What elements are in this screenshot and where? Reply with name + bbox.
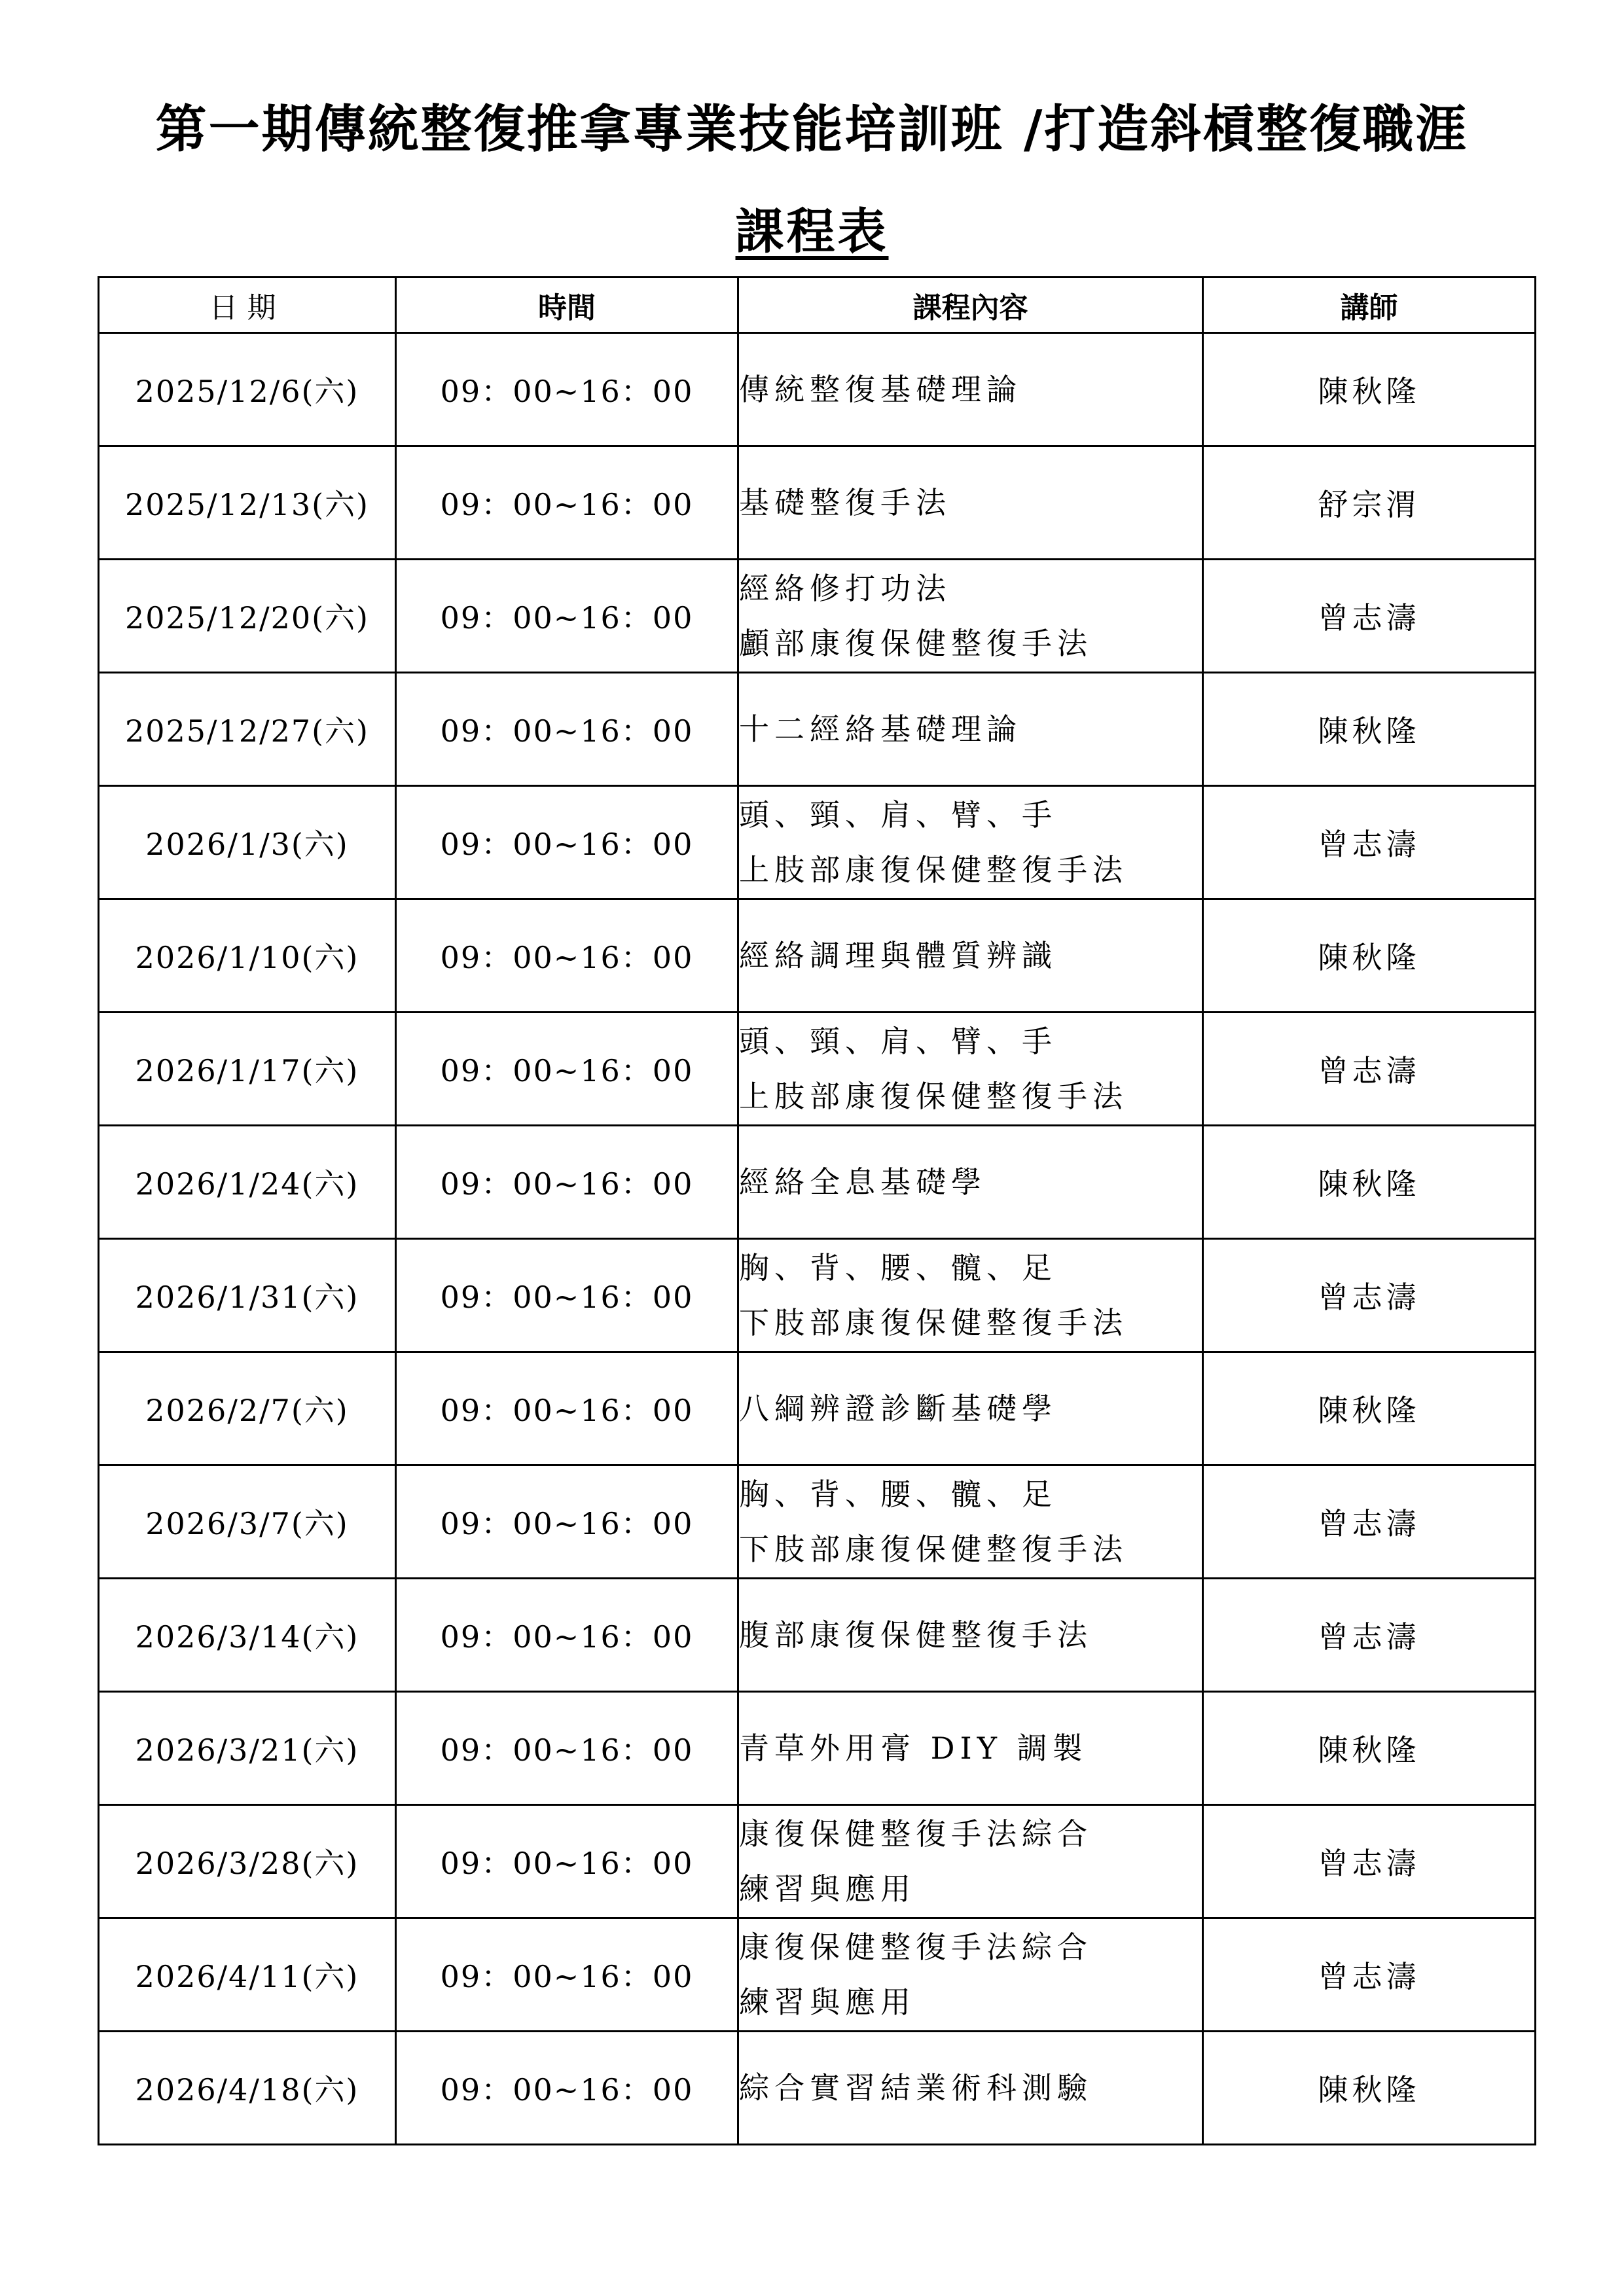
cell-teacher: 陳秋隆 [1203,673,1536,786]
table-row [99,1465,1536,1579]
header-row [99,278,1536,333]
content-line: 胸、背、腰、髖、足 [739,1250,1057,1285]
cell-date: 2026/3/21(六) [99,1692,396,1805]
cell-date: 2026/3/7(六) [99,1465,396,1579]
table-row [99,1692,1536,1805]
table-row [99,673,1536,786]
cell-date: 2026/2/7(六) [99,1352,396,1465]
table-row [99,1239,1536,1352]
table-row [99,1579,1536,1692]
table-row [99,1805,1536,1918]
cell-teacher: 陳秋隆 [1203,1126,1536,1239]
content-line: 上肢部康復保健整復手法 [739,1079,1128,1114]
content-line: 經絡全息基礎學 [739,1164,986,1200]
cell-date: 2026/1/3(六) [99,786,396,899]
cell-teacher: 曾志濤 [1203,1013,1536,1126]
content-line: 腹部康復保健整復手法 [739,1617,1092,1653]
cell-time: 09：00~16：00 [396,560,738,673]
subtitle-text: 課程表 [735,204,889,260]
content-line: 上肢部康復保健整復手法 [739,852,1128,888]
content-line: 練習與應用 [739,1871,916,1907]
cell-content [738,1692,1203,1805]
table-row [99,2032,1536,2145]
schedule-table [98,276,1536,2145]
cell-time: 09：00~16：00 [396,673,738,786]
cell-content [738,1465,1203,1579]
cell-date: 2026/1/31(六) [99,1239,396,1352]
content-line: 頭、頸、肩、臂、手 [739,1024,1057,1059]
content-line: 青草外用膏 DIY 調製 [739,1731,1088,1766]
schedule-body [99,333,1536,2145]
cell-content [738,1579,1203,1692]
table-row [99,1126,1536,1239]
cell-teacher: 曾志濤 [1203,560,1536,673]
content-line: 經絡調理與體質辨識 [739,938,1057,973]
cell-date: 2026/1/17(六) [99,1013,396,1126]
content-line: 經絡修打功法 [739,571,951,606]
cell-content [738,1352,1203,1465]
cell-date: 2026/3/14(六) [99,1579,396,1692]
content-line: 顱部康復保健整復手法 [739,626,1092,661]
cell-content [738,560,1203,673]
cell-content [738,899,1203,1013]
cell-time: 09：00~16：00 [396,1465,738,1579]
table-row [99,560,1536,673]
cell-teacher: 曾志濤 [1203,1579,1536,1692]
content-line: 胸、背、腰、髖、足 [739,1477,1057,1512]
cell-time: 09：00~16：00 [396,1692,738,1805]
cell-date: 2026/4/18(六) [99,2032,396,2145]
table-row [99,333,1536,446]
cell-time: 09：00~16：00 [396,786,738,899]
cell-content [738,1013,1203,1126]
content-line: 下肢部康復保健整復手法 [739,1532,1128,1567]
content-line: 練習與應用 [739,1984,916,2020]
header-date: 日期 [99,278,396,333]
cell-time: 09：00~16：00 [396,1352,738,1465]
content-line: 八綱辨證診斷基礎學 [739,1391,1057,1426]
cell-teacher: 曾志濤 [1203,786,1536,899]
cell-date: 2026/4/11(六) [99,1918,396,2032]
content-line: 十二經絡基礎理論 [739,711,1022,747]
table-row [99,1918,1536,2032]
cell-content [738,333,1203,446]
cell-teacher: 陳秋隆 [1203,899,1536,1013]
cell-time: 09：00~16：00 [396,1918,738,2032]
cell-time: 09：00~16：00 [396,1126,738,1239]
cell-time: 09：00~16：00 [396,1239,738,1352]
cell-date: 2025/12/27(六) [99,673,396,786]
table-row [99,446,1536,560]
cell-time: 09：00~16：00 [396,446,738,560]
cell-content [738,786,1203,899]
cell-content [738,1805,1203,1918]
cell-time: 09：00~16：00 [396,1579,738,1692]
cell-teacher: 曾志濤 [1203,1805,1536,1918]
cell-time: 09：00~16：00 [396,2032,738,2145]
header-time: 時間 [396,278,738,333]
cell-date: 2026/1/10(六) [99,899,396,1013]
cell-teacher: 陳秋隆 [1203,1692,1536,1805]
document-title: 第一期傳統整復推拿專業技能培訓班 /打造斜槓整復職涯 [155,100,1469,159]
cell-time: 09：00~16：00 [396,899,738,1013]
cell-time: 09：00~16：00 [396,333,738,446]
cell-content [738,2032,1203,2145]
content-line: 綜合實習結業術科測驗 [739,2070,1092,2106]
cell-content [738,446,1203,560]
cell-date: 2026/1/24(六) [99,1126,396,1239]
cell-content [738,1239,1203,1352]
cell-time: 09：00~16：00 [396,1013,738,1126]
content-line: 康復保健整復手法綜合 [739,1929,1092,1965]
cell-content [738,1918,1203,2032]
cell-teacher: 舒宗渭 [1203,446,1536,560]
cell-date: 2025/12/13(六) [99,446,396,560]
cell-teacher: 曾志濤 [1203,1465,1536,1579]
content-line: 傳統整復基礎理論 [739,372,1022,407]
header-content: 課程內容 [738,278,1203,333]
cell-content [738,1126,1203,1239]
content-line: 頭、頸、肩、臂、手 [739,797,1057,833]
table-row [99,899,1536,1013]
cell-teacher: 曾志濤 [1203,1918,1536,2032]
cell-teacher: 陳秋隆 [1203,1352,1536,1465]
cell-time: 09：00~16：00 [396,1805,738,1918]
cell-date: 2025/12/6(六) [99,333,396,446]
cell-teacher: 陳秋隆 [1203,2032,1536,2145]
cell-teacher: 陳秋隆 [1203,333,1536,446]
table-row [99,786,1536,899]
cell-date: 2025/12/20(六) [99,560,396,673]
table-row [99,1013,1536,1126]
cell-date: 2026/3/28(六) [99,1805,396,1918]
cell-teacher: 曾志濤 [1203,1239,1536,1352]
header-teacher: 講師 [1203,278,1536,333]
content-line: 下肢部康復保健整復手法 [739,1305,1128,1340]
document-subtitle [0,193,1624,262]
cell-content [738,673,1203,786]
content-line: 康復保健整復手法綜合 [739,1816,1092,1852]
table-row [99,1352,1536,1465]
content-line: 基礎整復手法 [739,485,951,520]
